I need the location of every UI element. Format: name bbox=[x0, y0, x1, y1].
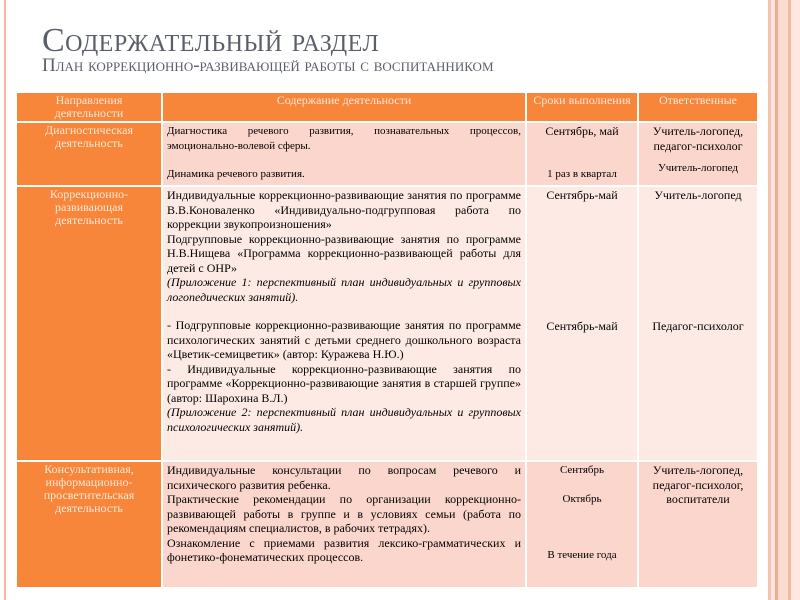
content-text: - Подгрупповые коррекционно-развивающие занятия по программе психологических занятий с детьми среднего дошкольного возраста «Цветик-семицветик» (автор: Куражева Н.Ю.) bbox=[167, 318, 521, 361]
content-text: - Индивидуальные коррекционно-развивающие занятия по программе «Коррекционно-развивающие занятия в старшей группе» (автор: Шарохина В.Л.) bbox=[167, 361, 521, 405]
content-text: Индивидуальные коррекционно-развивающие занятия по программе В.В.Коноваленко «Индивидуально-подгрупповая работа по коррекции звукопроизношения» bbox=[167, 188, 521, 231]
direction-cell: Коррекционно-развивающая деятельность bbox=[16, 186, 162, 461]
slide-title: Содержательный раздел bbox=[42, 22, 380, 59]
terms-cell bbox=[526, 122, 638, 186]
header-terms: Сроки выполнения bbox=[526, 92, 638, 122]
content-text: (Приложение 2: перспективный план индивидуальных и групповых психологических занятий). bbox=[167, 405, 521, 434]
direction-cell: Консультативная, информационно-просветительская деятельность bbox=[16, 461, 162, 588]
responsible-cell bbox=[638, 461, 758, 588]
content-text: (Приложение 1: перспективный план индивидуальных и групповых логопедических занятий). bbox=[167, 275, 521, 304]
table-row bbox=[16, 122, 758, 186]
table-row bbox=[16, 461, 758, 588]
plan-table bbox=[15, 91, 759, 589]
decorative-stripes bbox=[764, 0, 800, 600]
content-text: Практические рекомендации по организации коррекционно-развивающей работы в группе и в условиях семьи (работа по рекомендациям специалистов, в рабочих тетрадях). bbox=[167, 492, 521, 535]
responsible-text: Учитель-логопед, педагог-психолог, воспитатели bbox=[652, 463, 744, 506]
content-cell bbox=[162, 122, 526, 186]
term-text: Сентябрь, май bbox=[545, 124, 619, 138]
slide-subtitle: План коррекционно-развивающей работы с воспитанником bbox=[42, 55, 494, 76]
term-text: 1 раз в квартал bbox=[547, 167, 617, 180]
content-text: Ознакомление с приемами развития лексико-грамматических и фонетико-фонематических процессов. bbox=[167, 535, 521, 564]
responsible-cell bbox=[638, 186, 758, 461]
content-cell bbox=[162, 186, 526, 461]
content-cell bbox=[162, 461, 526, 588]
header-responsible: Ответственные bbox=[638, 92, 758, 122]
header-direction: Направления деятельности bbox=[16, 92, 162, 122]
content-text: Подгрупповые коррекционно-развивающие занятия по программе Н.В.Нищева «Программа коррекционно-развивающей работы для детей с ОНР» bbox=[167, 231, 521, 275]
responsible-text: Педагог-психолог bbox=[652, 318, 744, 333]
term-text: В течение года bbox=[547, 549, 617, 561]
left-border bbox=[4, 0, 6, 600]
responsible-text: Учитель-логопед, педагог-психолог bbox=[652, 124, 744, 153]
header-row bbox=[16, 92, 758, 122]
responsible-cell bbox=[638, 122, 758, 186]
table-row bbox=[16, 186, 758, 461]
responsible-text: Учитель-логопед bbox=[654, 188, 742, 202]
header-content: Содержание деятельности bbox=[162, 92, 526, 122]
content-text: Динамика речевого развития. bbox=[167, 168, 305, 180]
terms-cell bbox=[526, 461, 638, 588]
content-text: Индивидуальные консультации по вопросам речевого и психического развития ребенка. bbox=[167, 463, 521, 492]
responsible-text: Учитель-логопед bbox=[657, 162, 738, 174]
term-text: Октябрь bbox=[562, 492, 602, 505]
content-text: Диагностика речевого развития, познавательных процессов, эмоционально-волевой сферы. bbox=[167, 125, 521, 152]
term-text: Сентябрь bbox=[559, 464, 605, 476]
term-text: Сентябрь-май bbox=[546, 318, 618, 333]
direction-cell: Диагностическая деятельность bbox=[16, 122, 162, 186]
terms-cell bbox=[526, 186, 638, 461]
term-text: Сентябрь-май bbox=[546, 188, 618, 202]
